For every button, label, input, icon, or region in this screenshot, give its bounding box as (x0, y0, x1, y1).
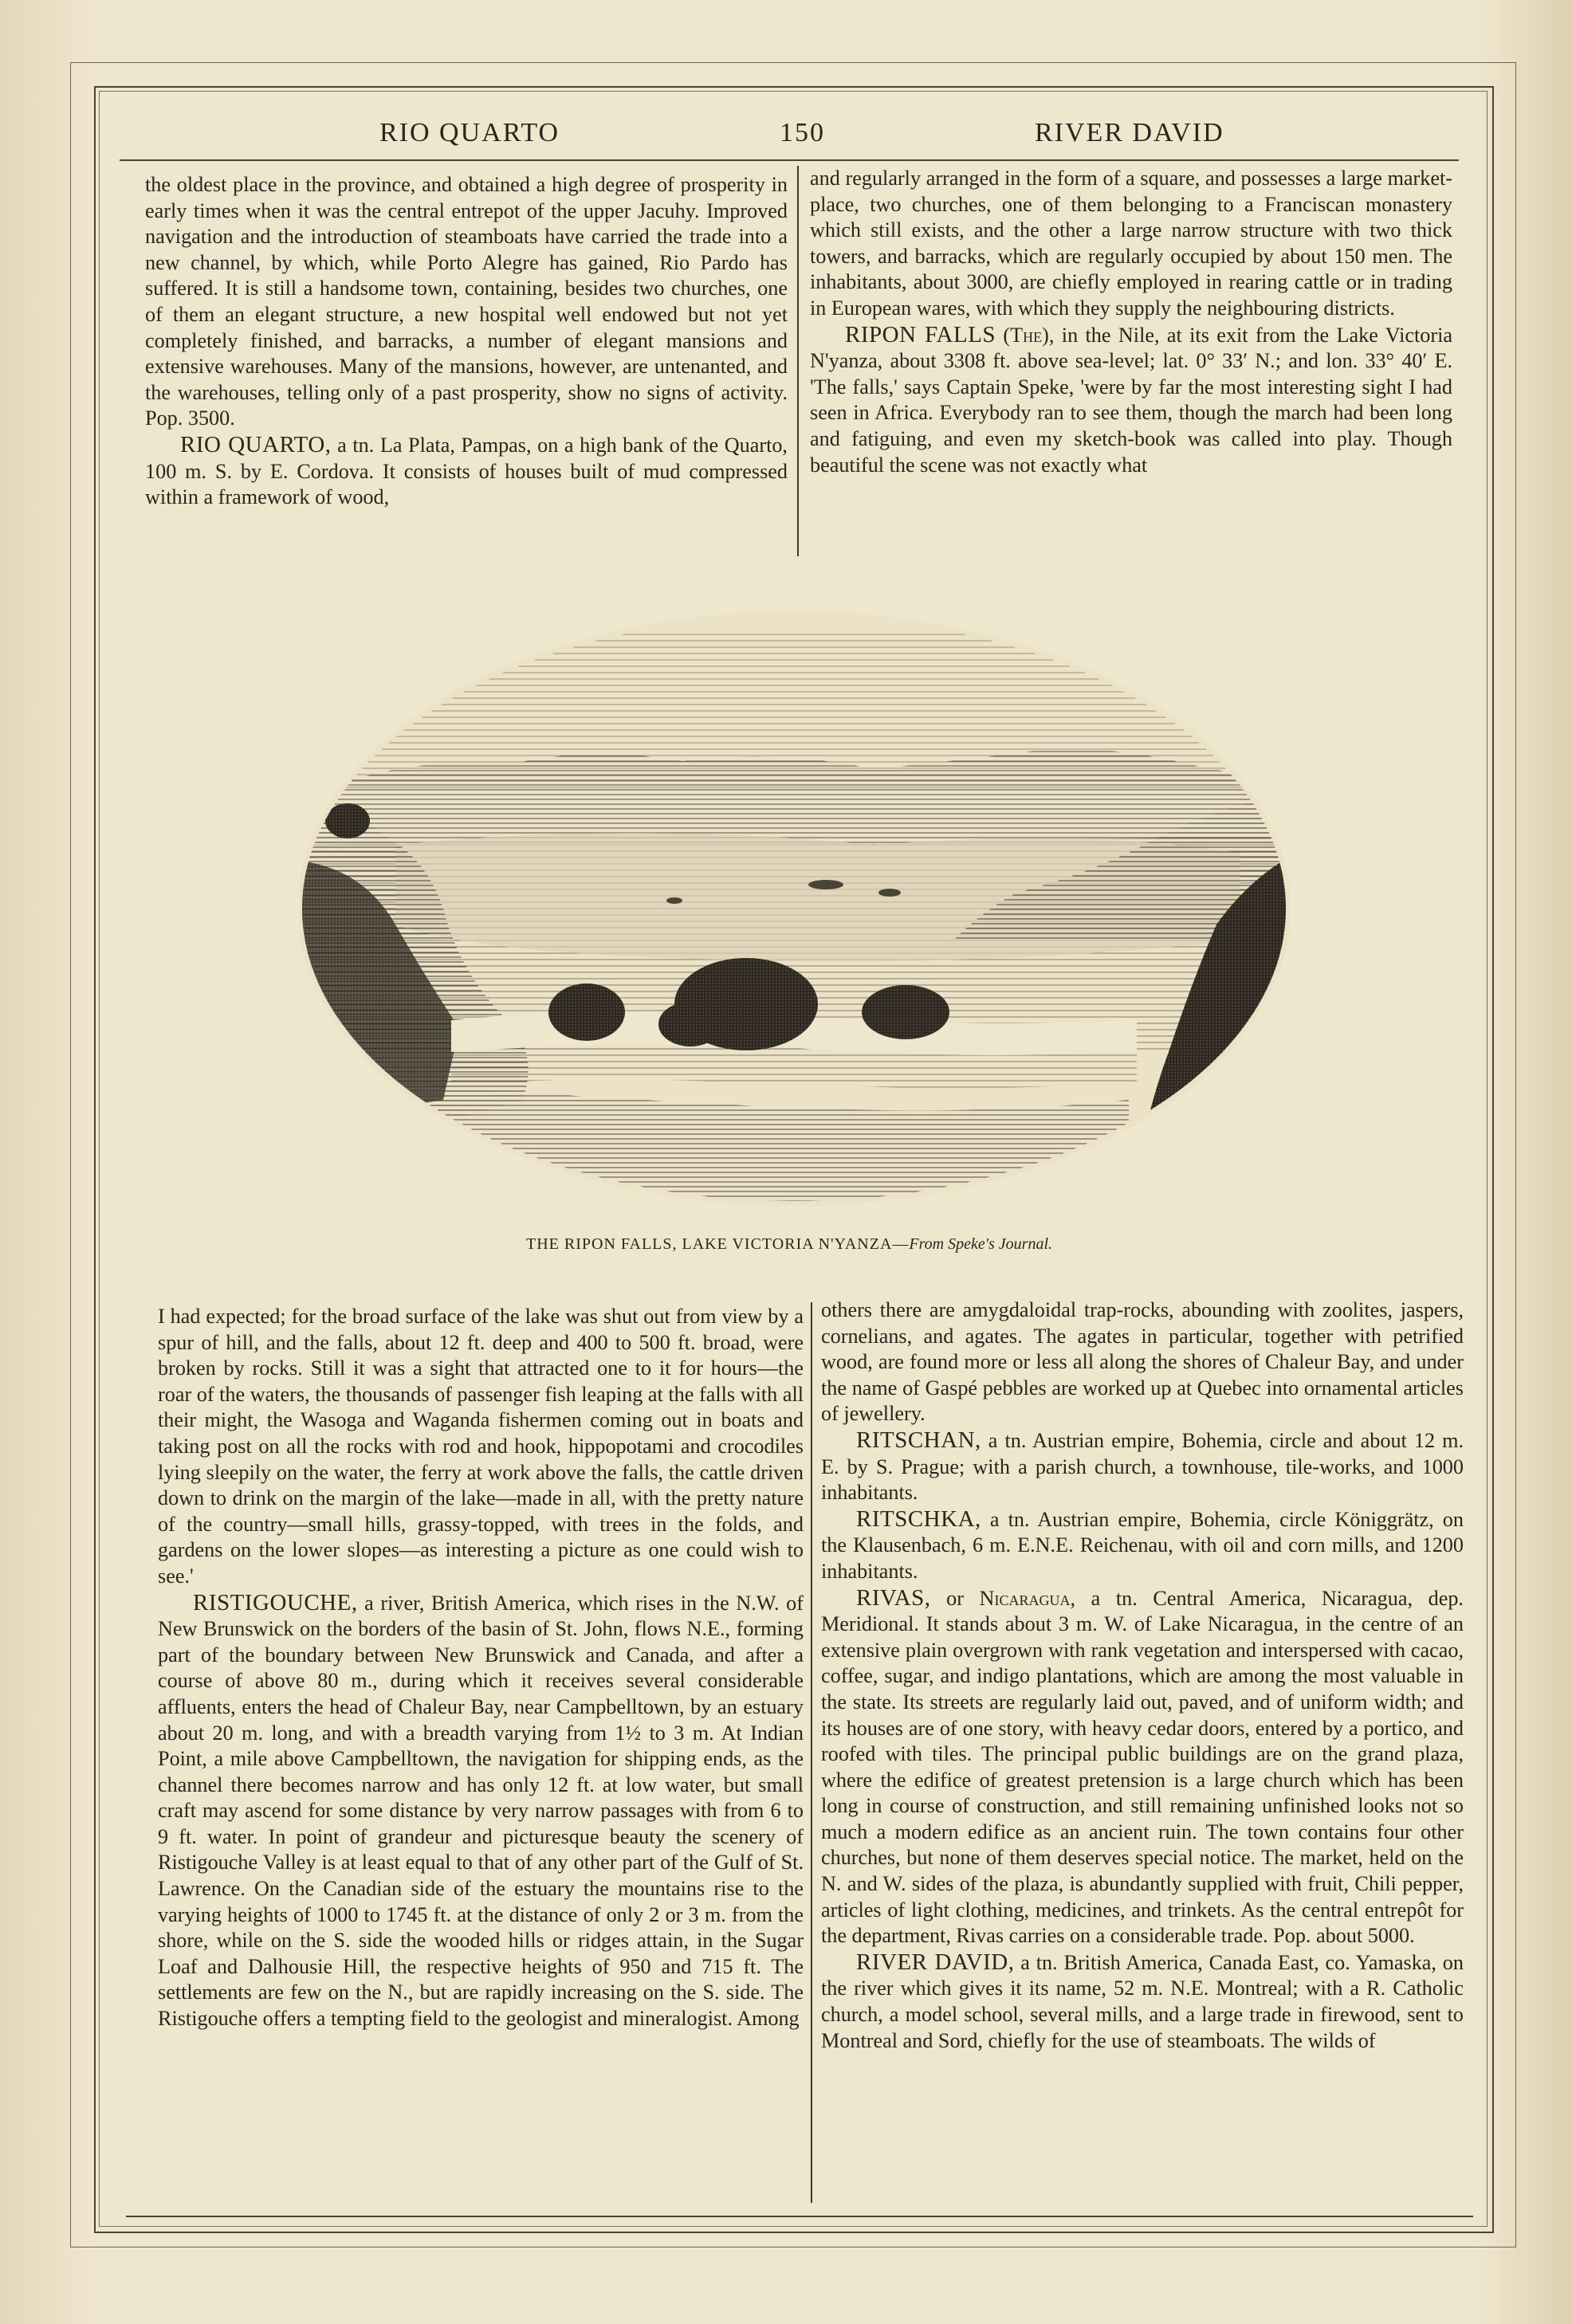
paragraph-ripon-falls-cont: I had expected; for the broad surface of the lake was shut out from view by a spur of hill, and the falls, about 12 ft. deep and 400 to 500 ft. broad, were broken by rocks. Still it was a sight that attracted one to it for hours—the roar of the waters, the thousands of passenger fish leaping at the falls with all their might, the Wasoga and Waganda fishermen coming out in boats and taking post on all the rocks with rod and hook, hippopotami and crocodiles lying sleepily on the water, the ferry at work above the falls, the cattle driven down to drink on the margin of the lake—made in all, with the pretty nature of the country—small hills, grassy-topped, with trees in the folds, and gardens on the lower slopes—as interesting a picture as one could wish to see.' (158, 1305, 804, 1588)
headword: RITSCHAN, (856, 1427, 981, 1453)
entry-body: a tn. Central America, Nicaragua, dep. Meridional. It stands about 3 m. W. of Lake Nicaragua, in the centre of an extensive plain overgrown with rank vegetation and interspersed with cacao, coffee, sugar, and indigo plantations, which are among the most valuable in the state. Its streets are regularly laid out, paved, and of uniform width; and its houses are of one story, with heavy cedar doors, entered by a portico, and roofed with tiles. The principal public buildings are on the grand plaza, where the edifice of greatest pretension is a large church which has been long in course of construction, and still remaining unfinished looks not so much a modern edifice as an ancient ruin. The town contains four other churches, but none of them deserves special notice. The market, held on the N. and W. sides of the plaza, is abundantly supplied with fruit, Chili pepper, articles of light clothing, medicines, and trinkets. As the central entrepôt for the department, Rivas carries on a considerable trade. Pop. about 5000. (821, 1586, 1464, 1948)
figure-caption (120, 1235, 1459, 1254)
paragraph-rio-quarto-cont: and regularly arranged in the form of a square, and possesses a large market-place, two churches, one of them belonging to a Franciscan monastery which still exists, and the other a large narrow structure with two thick towers, and barracks, which are regularly occupied by about 150 men. The inhabitants, about 3000, are chiefly employed in rearing cattle or in trading in European wares, with which they supply the neighbouring districts. (810, 167, 1452, 320)
entry-ripon-falls (810, 322, 1452, 479)
caption-source: From Speke's Journal. (909, 1235, 1052, 1253)
column-rule-top (797, 166, 799, 556)
column-bottom-right (821, 1297, 1464, 2054)
paragraph-rio-pardo-cont: the oldest place in the province, and obtained a high degree of prosperity in early times when it was the central entrepot of the upper Jacuhy. Improved navigation and the introduction of steamboats have carried the trade into a new channel, by which, while Porto Alegre has gained, Rio Pardo has suffered. It is still a handsome town, containing, besides two churches, one of them an elegant structure, a new hospital well endowed but not yet completely finished, and barracks, a number of elegant mansions and extensive warehouses. Many of the mansions, however, are untenanted, and the warehouses, telling only of a past prosperity, show no signs of activity. Pop. 3500. (145, 173, 788, 430)
page-number: 150 (780, 118, 825, 147)
headword: RIVAS, (856, 1584, 931, 1611)
headword: RIVER DAVID, (856, 1949, 1015, 1975)
entry-body: in the Nile, at its exit from the Lake Victoria N'yanza, about 3308 ft. above sea-level; lat. 0° 33′ N.; and lon. 33° 40′ E. 'The falls,' says Captain Speke, 'were by far the most interesting sight I had seen in Africa. Everybody ran to see them, though the march had been long and fatiguing, and even my sketch-book was called into play. Though beautiful the scene was not exactly what (810, 323, 1452, 477)
column-top-left (145, 172, 788, 511)
entry-ritschan (821, 1427, 1464, 1506)
headword: RITSCHKA, (856, 1505, 981, 1532)
caption-title: THE RIPON FALLS, LAKE VICTORIA N'YANZA— (526, 1235, 910, 1253)
entry-body: a tn. British America, Canada East, co. Yamaska, on the river which gives it its name, 52 m. N.E. Montreal; with a R. Catholic church, a model school, several mills, and a large trade in firewood, sent to Montreal and Sord, chiefly for the use of steamboats. The wilds of (821, 1950, 1464, 2052)
entry-rio-quarto (145, 432, 788, 511)
column-bottom-left (158, 1304, 804, 2032)
entry-river-david (821, 1949, 1464, 2054)
entry-body: a tn. La Plata, Pampas, on a high bank of the Quarto, 100 m. S. by E. Cordova. It consists of houses built of mud compressed within a framework of wood, (145, 433, 788, 509)
headword: RIO QUARTO, (180, 431, 332, 457)
entry-body: a river, British America, which rises in the N.W. of New Brunswick on the borders of the basin of St. John, flows N.E., forming part of the boundary between New Brunswick and Canada, and after a course of above 80 m., during which it receives several considerable affluents, enters the head of Chaleur Bay, near Campbelltown, by an estuary about 20 m. long, and with a breadth varying from 1½ to 3 m. At Indian Point, a mile above Campbelltown, the navigation for shipping ends, as the channel there becomes narrow and has only 12 ft. at low water, but small craft may ascend for some distance by very narrow passages with from 6 to 9 ft. water. In point of grandeur and picturesque beauty the scenery of Ristigouche Valley is at least equal to that of any other part of the Gulf of St. Lawrence. On the Canadian side of the estuary the mountains rise to the varying heights of 1000 to 1745 ft. at the distance of only 2 or 3 m. from the shore, while on the S. side the wooded hills or ridges attain, in the Sugar Loaf and Dalhousie Hill, the respective heights of 950 and 715 ft. The settlements are few on the N., but are rapidly increasing on the S. side. The Ristigouche offers a tempting field to the geologist and mineralogist. Among (158, 1591, 804, 2031)
entry-rivas (821, 1585, 1464, 1949)
headword-article: (The), (996, 323, 1055, 347)
column-rule-bottom (811, 1302, 812, 2203)
header-right: RIVER DAVID (1035, 118, 1224, 147)
entry-body: a tn. Austrian empire, Bohemia, circle Königgrätz, on the Klausenbach, 6 m. E.N.E. Reichenau, with oil and corn mills, and 1200 inhabitants. (821, 1507, 1464, 1583)
entry-ritschka (821, 1506, 1464, 1585)
headword: RISTIGOUCHE, (193, 1589, 358, 1615)
alt-name: Nicaragua, (979, 1586, 1076, 1610)
entry-conjunction: or (930, 1586, 980, 1610)
entry-ristigouche (158, 1590, 804, 2032)
column-top-right (810, 166, 1452, 478)
bottom-rule (126, 2216, 1473, 2217)
paragraph-ristigouche-cont: others there are amygdaloidal trap-rocks, abounding with zoolites, jaspers, cornelians, and agates. The agates in particular, together with petrified wood, are found more or less all along the shores of Chaleur Bay, and under the name of Gaspé pebbles are worked up at Quebec into ornamental articles of jewellery. (821, 1298, 1464, 1426)
header-left: RIO QUARTO (379, 118, 560, 147)
headword: RIPON FALLS (845, 321, 996, 347)
ripon-falls-engraving (300, 606, 1314, 1213)
entry-body: a tn. Austrian empire, Bohemia, circle and about 12 m. E. by S. Prague; with a parish church, a townhouse, tile-works, and 1000 inhabitants. (821, 1428, 1464, 1505)
running-header (120, 112, 1459, 161)
